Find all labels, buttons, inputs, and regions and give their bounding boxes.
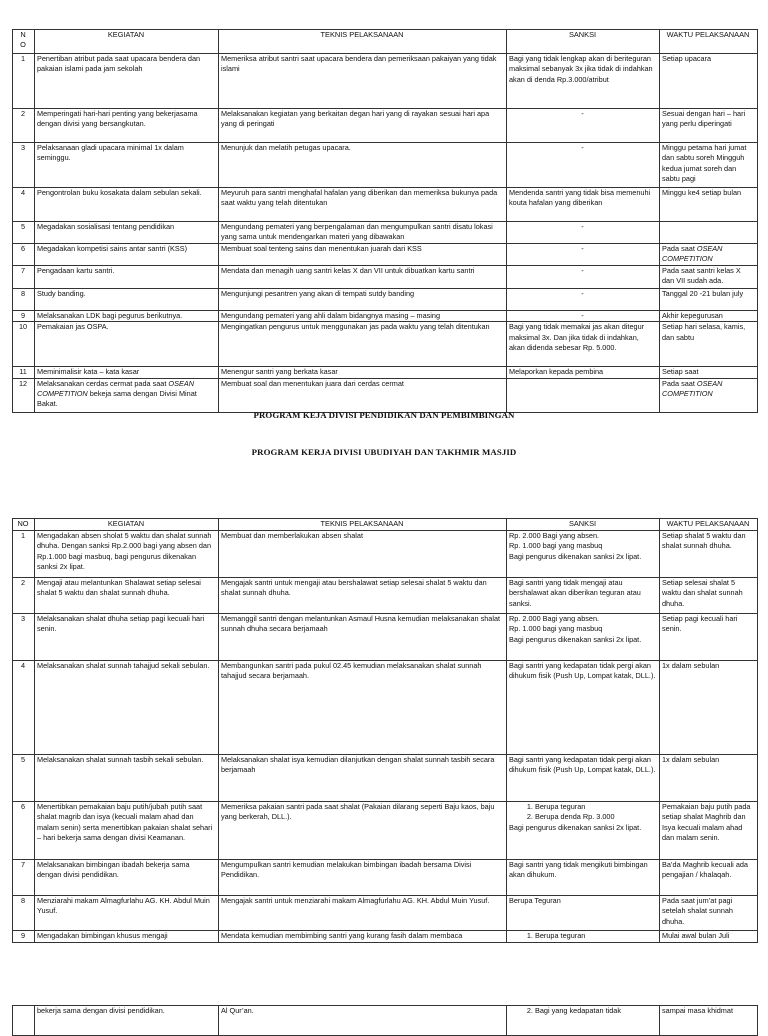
row-kegiatan: Mengadakan bimbingan khusus mengaji [35, 931, 219, 943]
row-teknis: Mengingatkan pengurus untuk menggunakan jas pada waktu yang telah ditentukan [219, 322, 507, 367]
sanksi-line: Rp. 2.000 Bagi yang absen. [509, 531, 600, 540]
row-no: 7 [13, 860, 35, 896]
table-row [13, 378, 758, 412]
row-teknis: Memeriksa atribut santri saat upacara bendera dan pemeriksaan pakaiyan yang tidak islami [219, 54, 507, 109]
table-row [13, 896, 758, 931]
row-sanksi: - [507, 143, 660, 188]
row-waktu: Mulai awal bulan Juli [660, 931, 758, 943]
waktu-italic: OSEAN COMPETITION [662, 378, 723, 399]
row-teknis: Mengajak santri untuk mengaji atau bershalawat setiap selesai shalat 5 waktu dan shalat sunnah dhuha. [219, 578, 507, 614]
row-sanksi: - [507, 289, 660, 311]
row-kegiatan: Melaksanakan shalat dhuha setiap pagi kecuali hari senin. [35, 614, 219, 661]
row-kegiatan: Melaksanakan LDK bagi pegurus berikutnya. [35, 311, 219, 322]
row-sanksi [507, 378, 660, 412]
waktu-text: Pada saat [662, 378, 697, 388]
row-kegiatan: Study banding. [35, 289, 219, 311]
row-no: 5 [13, 222, 35, 244]
row-no: 2 [13, 578, 35, 614]
table-row [13, 222, 758, 244]
row-kegiatan: Memperingati hari-hari penting yang bekerjasama dengan divisi yang bersangkutan. [35, 109, 219, 143]
row-sanksi: - [507, 109, 660, 143]
row-teknis: Mengunjungi pesantren yang akan di tempati sutdy banding [219, 289, 507, 311]
row-waktu: Setiap hari selasa, kamis, dan sabtu [660, 322, 758, 367]
table-row [13, 1006, 758, 1036]
header-kegiatan: KEGIATAN [35, 519, 219, 531]
row-no: 10 [13, 322, 35, 367]
row-waktu: Pada saat jum’at pagi setelah shalat sunnah dhuha. [660, 896, 758, 931]
table-row [13, 531, 758, 578]
heading-pendidikan: PROGRAM KEJA DIVISI PENDIDIKAN DAN PEMBIMBINGAN [253, 410, 515, 420]
row-waktu [660, 378, 758, 412]
table-row [13, 614, 758, 661]
table-row [13, 54, 758, 109]
row-sanksi: Bagi santri yang tidak mengikuti bimbingan akan dihukum. [507, 860, 660, 896]
row-teknis: Mengumpulkan santri kemudian melakukan bimbingan ibadah bersama Divisi Pendidikan. [219, 860, 507, 896]
row-sanksi: Berupa Teguran [507, 896, 660, 931]
row-no: 8 [13, 289, 35, 311]
row-sanksi: - [507, 311, 660, 322]
sanksi-list-item: 1. Berupa teguran [535, 931, 656, 941]
row-kegiatan: Meminimalisir kata – kata kasar [35, 367, 219, 378]
row-waktu: Setiap pagi kecuali hari senin. [660, 614, 758, 661]
table-row [13, 188, 758, 222]
table-ubudiyah [12, 518, 758, 943]
table-row [13, 244, 758, 266]
row-waktu: Akhir kepegurusan [660, 311, 758, 322]
row-teknis: Membuat dan memberlakukan absen shalat [219, 531, 507, 578]
header-no: N O [13, 30, 35, 54]
header-waktu: WAKTU PELAKSANAAN [660, 30, 758, 54]
sanksi-line: Bagi pengurus dikenakan sanksi 2x lipat. [509, 822, 642, 832]
row-sanksi: - [507, 244, 660, 266]
row-teknis: Mendata kemudian membimbing santri yang kurang fasih dalam membaca [219, 931, 507, 943]
row-sanksi: Melaporkan kepada pembina [507, 367, 660, 378]
row-no: 5 [13, 755, 35, 802]
row-no: 12 [13, 378, 35, 412]
sanksi-line: Rp. 1.000 bagi yang masbuq [509, 541, 603, 551]
row-waktu: sampai masa khidmat [660, 1006, 758, 1036]
row-kegiatan: Melaksanakan shalat sunnah tahajjud sekali sebulan. [35, 661, 219, 755]
row-sanksi: - [507, 266, 660, 289]
table-row [13, 322, 758, 367]
row-waktu: Minggu ke4 setiap bulan [660, 188, 758, 222]
row-waktu: Pada saat santri kelas X dan VII sudah ada. [660, 266, 758, 289]
table-row [13, 367, 758, 378]
header-waktu: WAKTU PELAKSANAAN [660, 519, 758, 531]
table-row [13, 802, 758, 860]
row-no: 3 [13, 143, 35, 188]
row-no: 9 [13, 311, 35, 322]
sanksi-list-item: 2. Bagi yang kedapatan tidak [535, 1006, 656, 1016]
row-teknis: Mendata dan menagih uang santri kelas X dan VII untuk dibuatkan kartu santri [219, 266, 507, 289]
table-row [13, 311, 758, 322]
row-sanksi: Bagi santri yang tidak mengaji atau bershalawat akan diberikan teguran atau sanksi. [507, 578, 660, 614]
row-teknis: Melaksanakan shalat isya kemudian dilanjutkan dengan shalat sunnah tasbih secara berjamaah [219, 755, 507, 802]
row-no: 4 [13, 188, 35, 222]
row-kegiatan: Pengadaan kartu santri. [35, 266, 219, 289]
sanksi-list [509, 931, 656, 941]
row-no [13, 1006, 35, 1036]
row-teknis: Membuat soal tenteng sains dan menentukan juarah dari KSS [219, 244, 507, 266]
sanksi-line: Bagi pengurus dikenakan sanksi 2x lipat. [509, 634, 642, 644]
row-sanksi: Mendenda santri yang tidak bisa memenuhi kouta hafalan yang diberikan [507, 188, 660, 222]
row-teknis: Membuat soal dan menentukan juara dari cerdas cermat [219, 378, 507, 412]
row-no: 9 [13, 931, 35, 943]
row-no: 8 [13, 896, 35, 931]
table-row [13, 860, 758, 896]
row-kegiatan: Mengaji atau melantunkan Shalawat setiap selesai shalat 5 waktu dan shalat sunnah dhuha. [35, 578, 219, 614]
row-no: 4 [13, 661, 35, 755]
table-header-row [13, 30, 758, 54]
sanksi-line: Rp. 1.000 bagi yang masbuq [509, 624, 603, 634]
row-sanksi: Bagi santri yang kedapatan tidak pergi akan dihukum fisik (Push Up, Lompat katak, DLL.). [507, 661, 660, 755]
waktu-text: Pada saat [662, 244, 697, 253]
row-waktu: Sesuai dengan hari – hari yang perlu diperingati [660, 109, 758, 143]
sanksi-line: Rp. 2.000 Bagi yang absen. [509, 614, 600, 623]
row-waktu: Setiap shalat 5 waktu dan shalat sunnah dhuha. [660, 531, 758, 578]
sanksi-line: Bagi pengurus dikenakan sanksi 2x lipat. [509, 551, 642, 561]
row-sanksi [507, 802, 660, 860]
table-row [13, 266, 758, 289]
table-row [13, 289, 758, 311]
header-teknis: TEKNIS PELAKSANAAN [219, 30, 507, 54]
row-kegiatan: Melaksanakan bimbingan ibadah bekerja sama dengan divisi pendidikan. [35, 860, 219, 896]
table-row [13, 931, 758, 943]
row-sanksi [507, 931, 660, 943]
table-row [13, 109, 758, 143]
row-waktu: 1x dalam sebulan [660, 755, 758, 802]
kegiatan-italic: OSEAN COMPETITION [37, 378, 194, 399]
row-sanksi: Bagi yang tidak memakai jas akan ditegur maksimal 3x. Dan jika tidak di indahkan, akan didenda sebesar Rp. 5.000. [507, 322, 660, 367]
row-teknis: Memeriksa pakaian santri pada saat shalat (Pakaian dilarang seperti Baju kaos, baju yang berkerah, DLL.). [219, 802, 507, 860]
row-sanksi [507, 1006, 660, 1036]
row-no: 6 [13, 802, 35, 860]
row-teknis: Mengajak santri untuk menziarahi makam Almagfurlahu AG. KH. Abdul Muin Yusuf. [219, 896, 507, 931]
row-no: 6 [13, 244, 35, 266]
row-waktu: Setiap saat [660, 367, 758, 378]
header-kegiatan: KEGIATAN [35, 30, 219, 54]
row-kegiatan: Melaksanakan shalat sunnah tasbih sekali sebulan. [35, 755, 219, 802]
row-no: 11 [13, 367, 35, 378]
sanksi-list [509, 1006, 656, 1016]
row-sanksi: - [507, 222, 660, 244]
row-teknis: Menengur santri yang berkata kasar [219, 367, 507, 378]
row-teknis: Melaksanakan kegiatan yang berkaitan degan hari yang di rayakan sesuai hari apa yang di peringati [219, 109, 507, 143]
row-waktu: 1x dalam sebulan [660, 661, 758, 755]
row-kegiatan: Pengontrolan buku kosakata dalam sebulan sekali. [35, 188, 219, 222]
row-kegiatan: Penertiban atribut pada saat upacara bendera dan pakaian islami pada jam sekolah [35, 54, 219, 109]
row-sanksi: Bagi santri yang kedapatan tidak pergi akan dihukum fisik (Push Up, Lompat katak, DLL.). [507, 755, 660, 802]
row-kegiatan: Mengadakan absen sholat 5 waktu dan shalat sunnah dhuha. Dengan sanksi Rp.2.000 bagi yang absen dan Rp.1.000 bagi masbuq, bagi pengurus dikenakan sanksi 2x lipat. [35, 531, 219, 578]
row-kegiatan: bekerja sama dengan divisi pendidikan. [35, 1006, 219, 1036]
row-waktu [660, 244, 758, 266]
row-no: 1 [13, 531, 35, 578]
row-teknis: Mengundang pemateri yang berpengalaman dan mengumpulkan santri disatu lokasi yang sama untuk mendengarkan materi yang dibawakan [219, 222, 507, 244]
row-waktu: Setiap upacara [660, 54, 758, 109]
header-sanksi: SANKSI [507, 519, 660, 531]
table-row [13, 661, 758, 755]
row-sanksi: Bagi yang tidak lengkap akan di beriteguran maksimal sebanyak 3x jika tidak di indahkan akan di denda Rp.3.000/atribut [507, 54, 660, 109]
header-teknis: TEKNIS PELAKSANAAN [219, 519, 507, 531]
row-waktu: Minggu petama hari jumat dan sabtu soreh Mingguh kedua jumat soreh dan sabtu pagi [660, 143, 758, 188]
row-teknis: Meyuruh para santri menghafal hafalan yang diberikan dan memeriksa bukunya pada saat waktu yang telah ditentukan [219, 188, 507, 222]
row-kegiatan: Pemakaian jas OSPA. [35, 322, 219, 367]
table-pendidikan [12, 29, 758, 413]
row-waktu: Setiap selesai shalat 5 waktu dan shalat sunnah dhuha. [660, 578, 758, 614]
row-no: 2 [13, 109, 35, 143]
table-header-row [13, 519, 758, 531]
row-kegiatan: Menziarahi makam Almagfurlahu AG. KH. Abdul Muin Yusuf. [35, 896, 219, 931]
header-sanksi: SANKSI [507, 30, 660, 54]
row-teknis: Membangunkan santri pada pukul 02.45 kemudian melaksanakan shalat sunnah tahajjud secara berjamaah. [219, 661, 507, 755]
row-teknis: Al Qur’an. [219, 1006, 507, 1036]
row-teknis: Memanggil santri dengan melantunkan Asmaul Husna kemudian melaksanakan shalat sunnah dhuha secara berjamaah [219, 614, 507, 661]
waktu-italic: OSEAN COMPETITION [662, 244, 723, 264]
sanksi-list-item: 1. Berupa teguran [535, 802, 656, 812]
row-teknis: Menunjuk dan melatih petugas upacara. [219, 143, 507, 188]
row-sanksi [507, 614, 660, 661]
row-waktu: Pemakaian baju putih pada setiap shalat Maghrib dan Isya kecuali malam ahad dan malam senin. [660, 802, 758, 860]
row-sanksi [507, 531, 660, 578]
table-row [13, 143, 758, 188]
kegiatan-text: Melaksanakan cerdas cermat pada saat [37, 378, 169, 388]
row-no: 7 [13, 266, 35, 289]
table-row [13, 578, 758, 614]
row-kegiatan: Menertibkan pemakaian baju putih/jubah putih saat shalat magrib dan isya (kecuali malam ahad dan malam senin) serta menertibkan pakaian shalat sehari – hari bekerja sama dengan divisi Keamanan. [35, 802, 219, 860]
row-waktu [660, 222, 758, 244]
row-kegiatan: Megadakan kompetisi sains antar santri (KSS) [35, 244, 219, 266]
table-row [13, 755, 758, 802]
row-kegiatan: Pelaksanaan gladi upacara minimal 1x dalam seminggu. [35, 143, 219, 188]
sanksi-list [509, 802, 656, 823]
table-ubudiyah-continued [12, 1005, 758, 1036]
row-waktu: Tanggal 20 -21 bulan july [660, 289, 758, 311]
row-waktu: Ba’da Maghrib kecuali ada pengajian / khalaqah. [660, 860, 758, 896]
sanksi-list-item: 2. Berupa denda Rp. 3.000 [535, 812, 656, 822]
row-kegiatan [35, 378, 219, 412]
row-kegiatan: Megadakan sosialisasi tentang pendidikan [35, 222, 219, 244]
header-no: NO [13, 519, 35, 531]
heading-ubudiyah: PROGRAM KERJA DIVISI UBUDIYAH DAN TAKHMIR MASJID [251, 447, 517, 457]
kegiatan-tail: bekeja sama dengan Divisi Minat Bakat. [37, 389, 197, 409]
row-teknis: Mengundang pemateri yang ahli dalam bidangnya masing – masing [219, 311, 507, 322]
row-no: 3 [13, 614, 35, 661]
row-no: 1 [13, 54, 35, 109]
